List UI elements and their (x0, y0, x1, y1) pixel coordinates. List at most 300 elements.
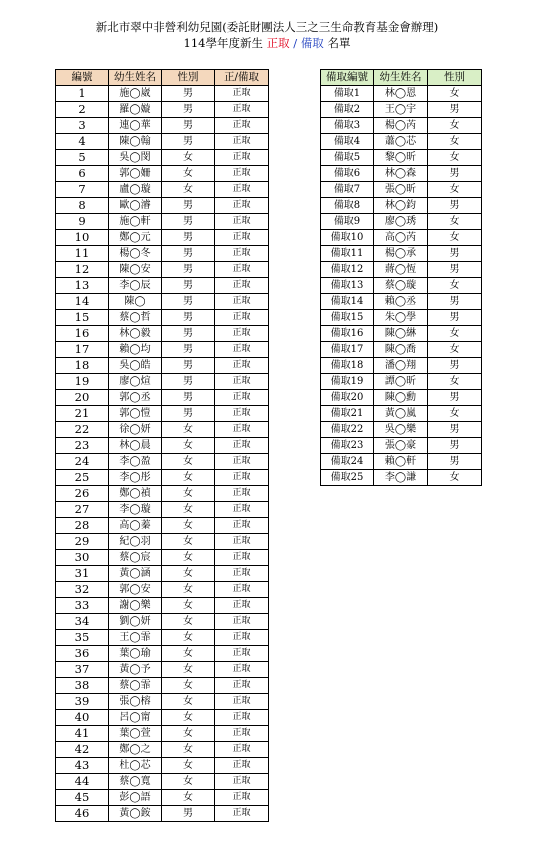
cell-name: 謝◯樂 (109, 598, 162, 614)
table-row (321, 454, 482, 470)
cell-number: 38 (56, 678, 109, 694)
table-row (56, 678, 269, 694)
cell-name: 黃◯予 (109, 662, 162, 678)
cell-name: 王◯霏 (109, 630, 162, 646)
column-header-status: 正/備取 (215, 70, 269, 86)
table-row (56, 294, 269, 310)
cell-gender: 女 (428, 374, 482, 390)
cell-gender: 男 (162, 198, 215, 214)
table-row (56, 582, 269, 598)
table-row (56, 534, 269, 550)
cell-name: 施◯軒 (109, 214, 162, 230)
cell-gender: 男 (428, 422, 482, 438)
cell-status: 正取 (215, 294, 269, 310)
cell-gender: 女 (162, 678, 215, 694)
cell-reserve-number: 備取9 (321, 214, 374, 230)
table-row (56, 486, 269, 502)
cell-number: 11 (56, 246, 109, 262)
cell-number: 17 (56, 342, 109, 358)
cell-status: 正取 (215, 262, 269, 278)
cell-gender: 男 (428, 358, 482, 374)
cell-gender: 女 (162, 726, 215, 742)
cell-name: 杜◯芯 (109, 758, 162, 774)
cell-name: 林◯恩 (374, 86, 428, 102)
cell-reserve-number: 備取7 (321, 182, 374, 198)
cell-name: 朱◯學 (374, 310, 428, 326)
cell-name: 鄭◯之 (109, 742, 162, 758)
cell-status: 正取 (215, 406, 269, 422)
cell-status: 正取 (215, 86, 269, 102)
cell-reserve-number: 備取24 (321, 454, 374, 470)
cell-gender: 女 (428, 118, 482, 134)
cell-status: 正取 (215, 278, 269, 294)
cell-name: 陳◯ (109, 294, 162, 310)
table-row (321, 230, 482, 246)
column-header-gender: 性別 (428, 70, 482, 86)
table-row (321, 406, 482, 422)
cell-status: 正取 (215, 502, 269, 518)
cell-name: 蔡◯寬 (109, 774, 162, 790)
table-row (56, 710, 269, 726)
cell-name: 廖◯琇 (374, 214, 428, 230)
cell-reserve-number: 備取18 (321, 358, 374, 374)
cell-number: 12 (56, 262, 109, 278)
cell-gender: 女 (428, 86, 482, 102)
cell-gender: 男 (162, 806, 215, 822)
cell-status: 正取 (215, 534, 269, 550)
cell-number: 37 (56, 662, 109, 678)
cell-number: 39 (56, 694, 109, 710)
cell-number: 44 (56, 774, 109, 790)
cell-status: 正取 (215, 166, 269, 182)
cell-gender: 女 (162, 614, 215, 630)
cell-number: 1 (56, 86, 109, 102)
cell-status: 正取 (215, 438, 269, 454)
cell-name: 葉◯萱 (109, 726, 162, 742)
cell-number: 36 (56, 646, 109, 662)
table-row (56, 102, 269, 118)
cell-name: 王◯宇 (374, 102, 428, 118)
cell-name: 林◯鈞 (374, 198, 428, 214)
cell-reserve-number: 備取6 (321, 166, 374, 182)
cell-name: 吳◯皓 (109, 358, 162, 374)
cell-gender: 女 (162, 182, 215, 198)
cell-gender: 男 (162, 246, 215, 262)
cell-number: 19 (56, 374, 109, 390)
table-row (321, 422, 482, 438)
cell-gender: 女 (162, 694, 215, 710)
cell-gender: 男 (162, 230, 215, 246)
cell-number: 45 (56, 790, 109, 806)
column-header-name: 幼生姓名 (374, 70, 428, 86)
cell-gender: 女 (162, 758, 215, 774)
cell-reserve-number: 備取22 (321, 422, 374, 438)
cell-gender: 男 (162, 118, 215, 134)
cell-gender: 男 (428, 262, 482, 278)
cell-gender: 男 (162, 358, 215, 374)
table-row (321, 438, 482, 454)
cell-number: 2 (56, 102, 109, 118)
cell-number: 16 (56, 326, 109, 342)
cell-status: 正取 (215, 326, 269, 342)
table-row (56, 390, 269, 406)
table-row (321, 246, 482, 262)
cell-number: 14 (56, 294, 109, 310)
cell-name: 楊◯承 (374, 246, 428, 262)
subtitle-reserve-label: 備取 (300, 36, 324, 50)
cell-number: 31 (56, 566, 109, 582)
cell-name: 劉◯妍 (109, 614, 162, 630)
cell-gender: 男 (162, 86, 215, 102)
cell-gender: 女 (162, 502, 215, 518)
cell-status: 正取 (215, 806, 269, 822)
cell-status: 正取 (215, 518, 269, 534)
cell-status: 正取 (215, 774, 269, 790)
table-row (56, 358, 269, 374)
cell-number: 7 (56, 182, 109, 198)
column-header-gender: 性別 (162, 70, 215, 86)
cell-name: 郭◯愷 (109, 406, 162, 422)
table-row (321, 134, 482, 150)
cell-status: 正取 (215, 374, 269, 390)
table-row (56, 246, 269, 262)
admitted-header-row (56, 70, 269, 86)
cell-reserve-number: 備取25 (321, 470, 374, 486)
cell-gender: 女 (162, 742, 215, 758)
cell-gender: 男 (428, 438, 482, 454)
cell-name: 呂◯甯 (109, 710, 162, 726)
table-row (321, 342, 482, 358)
table-row (56, 310, 269, 326)
subtitle-admit-label: 正取 (266, 36, 290, 50)
cell-gender: 男 (162, 134, 215, 150)
cell-name: 賴◯均 (109, 342, 162, 358)
cell-name: 張◯豪 (374, 438, 428, 454)
table-row (56, 726, 269, 742)
table-row (56, 790, 269, 806)
table-row (56, 614, 269, 630)
cell-name: 吳◯樂 (374, 422, 428, 438)
cell-gender: 女 (428, 470, 482, 486)
cell-status: 正取 (215, 390, 269, 406)
cell-name: 李◯辰 (109, 278, 162, 294)
cell-status: 正取 (215, 486, 269, 502)
cell-name: 賴◯軒 (374, 454, 428, 470)
cell-reserve-number: 備取17 (321, 342, 374, 358)
cell-status: 正取 (215, 150, 269, 166)
cell-number: 42 (56, 742, 109, 758)
cell-number: 9 (56, 214, 109, 230)
cell-number: 33 (56, 598, 109, 614)
cell-name: 鄭◯元 (109, 230, 162, 246)
table-row (56, 150, 269, 166)
cell-status: 正取 (215, 790, 269, 806)
table-row (56, 230, 269, 246)
cell-number: 8 (56, 198, 109, 214)
cell-name: 郭◯姍 (109, 166, 162, 182)
cell-gender: 男 (162, 406, 215, 422)
cell-gender: 男 (428, 454, 482, 470)
table-row (56, 374, 269, 390)
table-row (56, 134, 269, 150)
cell-reserve-number: 備取3 (321, 118, 374, 134)
cell-number: 21 (56, 406, 109, 422)
table-row (321, 262, 482, 278)
cell-status: 正取 (215, 310, 269, 326)
cell-status: 正取 (215, 198, 269, 214)
cell-gender: 男 (428, 246, 482, 262)
cell-gender: 女 (162, 518, 215, 534)
column-header-number: 編號 (56, 70, 109, 86)
cell-name: 廖◯煊 (109, 374, 162, 390)
cell-status: 正取 (215, 342, 269, 358)
cell-number: 10 (56, 230, 109, 246)
subtitle-separator: / (293, 36, 298, 50)
cell-gender: 女 (428, 134, 482, 150)
cell-name: 張◯榕 (109, 694, 162, 710)
cell-number: 4 (56, 134, 109, 150)
cell-gender: 男 (162, 326, 215, 342)
cell-gender: 女 (428, 214, 482, 230)
subtitle-suffix: 名單 (327, 36, 351, 50)
cell-gender: 女 (162, 630, 215, 646)
table-row (56, 438, 269, 454)
cell-gender: 女 (428, 230, 482, 246)
cell-status: 正取 (215, 694, 269, 710)
cell-gender: 女 (162, 710, 215, 726)
cell-name: 陳◯勳 (374, 390, 428, 406)
cell-status: 正取 (215, 182, 269, 198)
cell-number: 24 (56, 454, 109, 470)
cell-status: 正取 (215, 726, 269, 742)
cell-status: 正取 (215, 230, 269, 246)
cell-name: 陳◯喬 (374, 342, 428, 358)
cell-number: 6 (56, 166, 109, 182)
cell-number: 23 (56, 438, 109, 454)
cell-gender: 女 (162, 774, 215, 790)
table-row (56, 758, 269, 774)
cell-name: 連◯華 (109, 118, 162, 134)
cell-status: 正取 (215, 358, 269, 374)
cell-status: 正取 (215, 454, 269, 470)
table-row (56, 630, 269, 646)
cell-number: 18 (56, 358, 109, 374)
cell-number: 27 (56, 502, 109, 518)
cell-reserve-number: 備取10 (321, 230, 374, 246)
cell-gender: 女 (162, 662, 215, 678)
table-row (321, 214, 482, 230)
cell-gender: 女 (162, 166, 215, 182)
cell-name: 高◯蓁 (109, 518, 162, 534)
table-row (56, 566, 269, 582)
reserve-header-row (321, 70, 482, 86)
cell-gender: 女 (162, 470, 215, 486)
cell-number: 46 (56, 806, 109, 822)
table-row (56, 806, 269, 822)
cell-gender: 男 (162, 214, 215, 230)
table-row (56, 598, 269, 614)
cell-number: 15 (56, 310, 109, 326)
cell-reserve-number: 備取12 (321, 262, 374, 278)
cell-name: 黎◯昕 (374, 150, 428, 166)
cell-number: 13 (56, 278, 109, 294)
table-row (321, 374, 482, 390)
cell-reserve-number: 備取16 (321, 326, 374, 342)
cell-gender: 男 (162, 310, 215, 326)
cell-number: 28 (56, 518, 109, 534)
table-row (56, 742, 269, 758)
cell-status: 正取 (215, 102, 269, 118)
table-row (56, 198, 269, 214)
cell-status: 正取 (215, 582, 269, 598)
cell-gender: 男 (428, 166, 482, 182)
table-row (321, 278, 482, 294)
cell-name: 黃◯嵐 (374, 406, 428, 422)
cell-gender: 男 (162, 390, 215, 406)
cell-name: 潘◯翔 (374, 358, 428, 374)
cell-status: 正取 (215, 118, 269, 134)
cell-reserve-number: 備取20 (321, 390, 374, 406)
cell-name: 李◯謙 (374, 470, 428, 486)
cell-name: 蔡◯璇 (374, 278, 428, 294)
table-row (321, 198, 482, 214)
cell-name: 陳◯安 (109, 262, 162, 278)
cell-number: 5 (56, 150, 109, 166)
cell-name: 盧◯璇 (109, 182, 162, 198)
cell-gender: 女 (162, 550, 215, 566)
cell-status: 正取 (215, 630, 269, 646)
cell-name: 林◯毅 (109, 326, 162, 342)
cell-name: 蔡◯霏 (109, 678, 162, 694)
cell-number: 40 (56, 710, 109, 726)
cell-name: 羅◯嫙 (109, 102, 162, 118)
cell-gender: 男 (428, 390, 482, 406)
column-header-name: 幼生姓名 (109, 70, 162, 86)
table-row (56, 454, 269, 470)
cell-number: 32 (56, 582, 109, 598)
cell-gender: 女 (428, 342, 482, 358)
cell-reserve-number: 備取19 (321, 374, 374, 390)
table-row (321, 310, 482, 326)
cell-reserve-number: 備取2 (321, 102, 374, 118)
cell-number: 20 (56, 390, 109, 406)
cell-name: 李◯璇 (109, 502, 162, 518)
cell-name: 黃◯銨 (109, 806, 162, 822)
cell-number: 3 (56, 118, 109, 134)
cell-number: 25 (56, 470, 109, 486)
table-row (56, 774, 269, 790)
cell-name: 鄭◯禎 (109, 486, 162, 502)
cell-gender: 男 (162, 102, 215, 118)
cell-reserve-number: 備取15 (321, 310, 374, 326)
cell-status: 正取 (215, 470, 269, 486)
table-row (321, 470, 482, 486)
cell-name: 林◯森 (374, 166, 428, 182)
cell-gender: 男 (428, 294, 482, 310)
cell-status: 正取 (215, 742, 269, 758)
cell-number: 35 (56, 630, 109, 646)
cell-gender: 女 (428, 406, 482, 422)
cell-name: 施◯崴 (109, 86, 162, 102)
table-row (321, 102, 482, 118)
table-row (56, 326, 269, 342)
cell-gender: 男 (428, 310, 482, 326)
cell-number: 41 (56, 726, 109, 742)
table-row (56, 342, 269, 358)
cell-name: 林◯晨 (109, 438, 162, 454)
table-row (56, 518, 269, 534)
cell-reserve-number: 備取4 (321, 134, 374, 150)
table-row (321, 166, 482, 182)
table-row (56, 694, 269, 710)
cell-reserve-number: 備取13 (321, 278, 374, 294)
cell-gender: 女 (428, 182, 482, 198)
cell-status: 正取 (215, 246, 269, 262)
cell-name: 李◯盈 (109, 454, 162, 470)
cell-status: 正取 (215, 566, 269, 582)
cell-gender: 女 (162, 790, 215, 806)
table-row (56, 182, 269, 198)
cell-gender: 女 (428, 326, 482, 342)
cell-gender: 女 (162, 566, 215, 582)
cell-status: 正取 (215, 598, 269, 614)
cell-name: 黃◯涵 (109, 566, 162, 582)
cell-status: 正取 (215, 134, 269, 150)
table-row (56, 214, 269, 230)
cell-name: 賴◯丞 (374, 294, 428, 310)
cell-name: 葉◯瑜 (109, 646, 162, 662)
table-row (56, 278, 269, 294)
cell-status: 正取 (215, 214, 269, 230)
cell-status: 正取 (215, 422, 269, 438)
cell-name: 譚◯昕 (374, 374, 428, 390)
cell-status: 正取 (215, 550, 269, 566)
cell-number: 26 (56, 486, 109, 502)
document-subtitle (0, 36, 534, 50)
cell-name: 徐◯妍 (109, 422, 162, 438)
table-row (321, 150, 482, 166)
cell-name: 李◯彤 (109, 470, 162, 486)
table-row (56, 406, 269, 422)
table-row (321, 86, 482, 102)
cell-status: 正取 (215, 678, 269, 694)
cell-gender: 女 (162, 454, 215, 470)
table-row (56, 662, 269, 678)
cell-name: 蔡◯宸 (109, 550, 162, 566)
table-row (56, 550, 269, 566)
cell-status: 正取 (215, 614, 269, 630)
cell-name: 陳◯綝 (374, 326, 428, 342)
cell-reserve-number: 備取1 (321, 86, 374, 102)
reserve-table (320, 69, 482, 486)
cell-gender: 男 (162, 262, 215, 278)
cell-name: 郭◯丞 (109, 390, 162, 406)
cell-name: 陳◯翰 (109, 134, 162, 150)
cell-number: 29 (56, 534, 109, 550)
cell-gender: 女 (162, 438, 215, 454)
document-title: 新北市翠中非營利幼兒園(委託財團法人三之三生命教育基金會辦理) (95, 20, 439, 34)
table-row (56, 470, 269, 486)
cell-reserve-number: 備取11 (321, 246, 374, 262)
table-row (321, 326, 482, 342)
cell-status: 正取 (215, 758, 269, 774)
cell-gender: 男 (162, 278, 215, 294)
subtitle-prefix: 114學年度新生 (183, 36, 263, 50)
cell-number: 43 (56, 758, 109, 774)
table-row (321, 294, 482, 310)
cell-gender: 男 (162, 342, 215, 358)
cell-gender: 女 (162, 486, 215, 502)
